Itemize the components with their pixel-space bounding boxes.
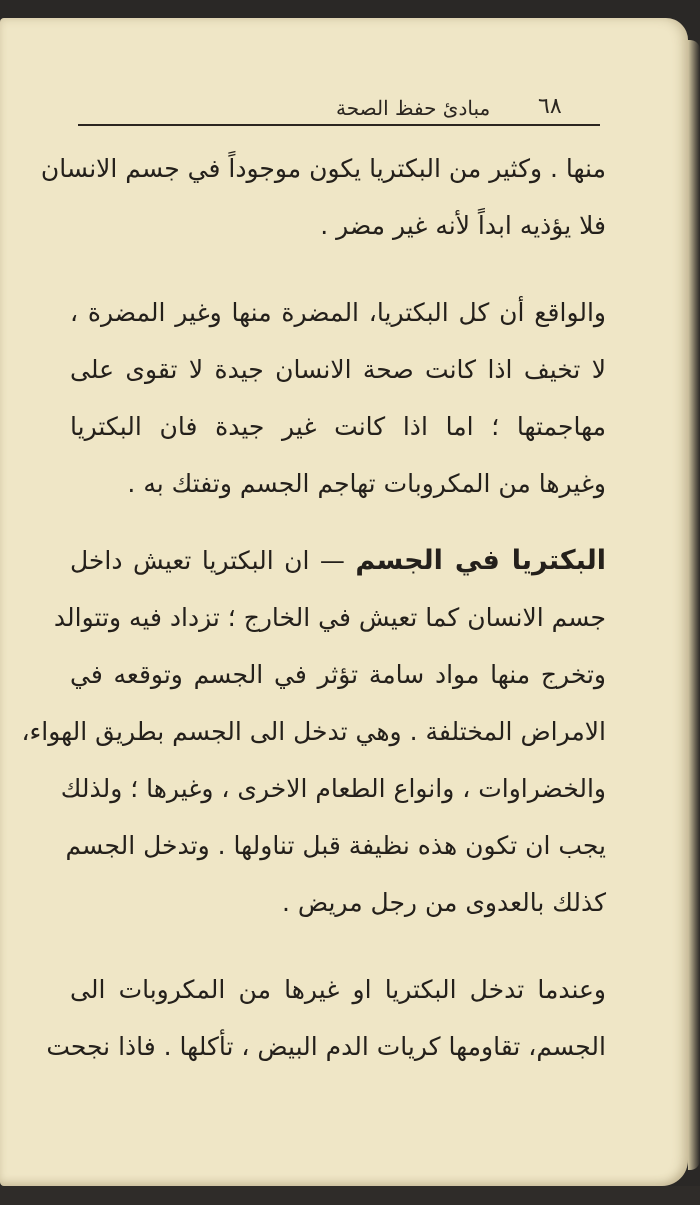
body-text (21, 140, 606, 1075)
paragraph-2 (70, 284, 606, 512)
paragraph-4 (46, 961, 606, 1075)
text-line: منها . وكثير من البكتريا يكون موجوداً في جسم الانسان (40, 154, 606, 183)
text-line: جسم الانسان كما تعيش في الخارج ؛ تزداد فيه وتتوالد (53, 603, 606, 632)
text-line: كذلك بالعدوى من رجل مريض . (281, 888, 606, 917)
page-header (78, 84, 600, 124)
page-number: ٦٨ (538, 94, 562, 119)
paragraph-1 (40, 140, 606, 254)
running-title: مبادئ حفظ الصحة (336, 96, 491, 120)
text-line: والواقع أن كل البكتريا، المضرة منها وغير المضرة ، (70, 298, 606, 327)
text-line: يجب ان تكون هذه نظيفة قبل تناولها . وتدخل الجسم (65, 831, 606, 860)
paragraph-3 (21, 532, 606, 931)
header-rule (78, 124, 600, 126)
text-line: وعندما تدخل البكتريا او غيرها من المكروبات الى (70, 975, 606, 1004)
text-line: والخضراوات ، وانواع الطعام الاخرى ، وغيرها ؛ ولذلك (60, 774, 606, 803)
text-line: مهاجمتها ؛ اما اذا كانت غير جيدة فان البكتريا (70, 412, 606, 441)
text-line: فلا يؤذيه ابداً لأنه غير مضر . (320, 211, 606, 240)
text-line: وغيرها من المكروبات تهاجم الجسم وتفتك به . (127, 469, 606, 498)
text-line: الامراض المختلفة . وهي تدخل الى الجسم بطريق الهواء، (21, 717, 606, 746)
text-line: لا تخيف اذا كانت صحة الانسان جيدة لا تقوى على (70, 355, 606, 384)
heading-line-rest: — ان البكتريا تعيش داخل (70, 546, 345, 575)
text-line: الجسم، تقاومها كريات الدم البيض ، تأكلها . فاذا نجحت (46, 1032, 606, 1061)
text-line: وتخرج منها مواد سامة تؤثر في الجسم وتوقعه في (70, 660, 606, 689)
page-edge (688, 40, 700, 1170)
text-line (70, 532, 606, 589)
section-heading: البكتريا في الجسم (355, 545, 606, 576)
background-strip (0, 1186, 700, 1205)
